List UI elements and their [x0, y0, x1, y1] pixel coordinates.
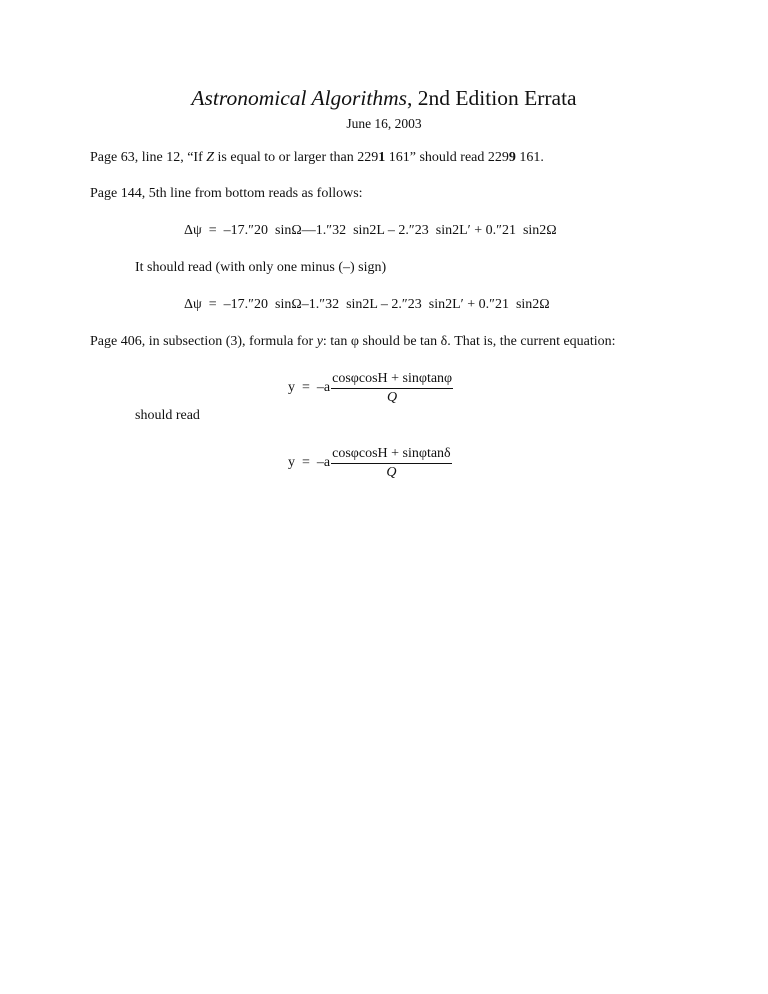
- title-edition: , 2nd Edition Errata: [407, 86, 577, 110]
- equation-nutation-wrong: Δψ = –17.″20 sinΩ—1.″32 sin2L – 2.″23 sin2L′ + 0.″21 sin2Ω: [184, 223, 557, 238]
- erratum-page-406: [90, 333, 616, 351]
- equation-nutation-correct: Δψ = –17.″20 sinΩ–1.″32 sin2L – 2.″23 sin2L′ + 0.″21 sin2Ω: [184, 297, 550, 312]
- fraction-wrong: [331, 370, 453, 406]
- should-read-label: should read: [135, 408, 200, 423]
- erratum-144-correction-note: It should read (with only one minus (–) sign): [135, 260, 387, 275]
- erratum-63-post: 161.: [515, 150, 544, 165]
- erratum-63-pre: Page 63, line 12, “If: [90, 150, 207, 165]
- page-date: June 16, 2003: [346, 116, 422, 131]
- equation-y-wrong: [288, 370, 453, 406]
- erratum-63-mid: is equal to or larger than 229: [214, 150, 379, 165]
- erratum-page-144-intro: Page 144, 5th line from bottom reads as follows:: [90, 186, 363, 201]
- erratum-406-post: : tan φ should be tan δ. That is, the current equation:: [322, 334, 616, 349]
- fraction-correct-denominator: Q: [386, 465, 397, 480]
- equation-y-wrong-lhs: y = –a: [288, 380, 331, 395]
- equation-y-correct: [288, 445, 452, 481]
- equation-y-correct-lhs: y = –a: [288, 455, 331, 470]
- fraction-correct: [331, 445, 452, 481]
- erratum-63-mid2: 161” should read 229: [385, 150, 509, 165]
- erratum-406-var: y: [316, 334, 323, 349]
- fraction-wrong-numerator: cosφcosH + sinφtanφ: [331, 370, 453, 389]
- erratum-page-63: [90, 149, 544, 167]
- erratum-63-bold-right: 9: [508, 150, 516, 165]
- page-title: [0, 84, 768, 112]
- fraction-correct-numerator: cosφcosH + sinφtanδ: [331, 445, 452, 464]
- erratum-406-pre: Page 406, in subsection (3), formula for: [90, 334, 317, 349]
- erratum-63-bold-wrong: 1: [378, 150, 386, 165]
- fraction-wrong-denominator: Q: [387, 390, 398, 405]
- book-title: Astronomical Algorithms: [191, 86, 408, 110]
- erratum-63-var: Z: [206, 150, 215, 165]
